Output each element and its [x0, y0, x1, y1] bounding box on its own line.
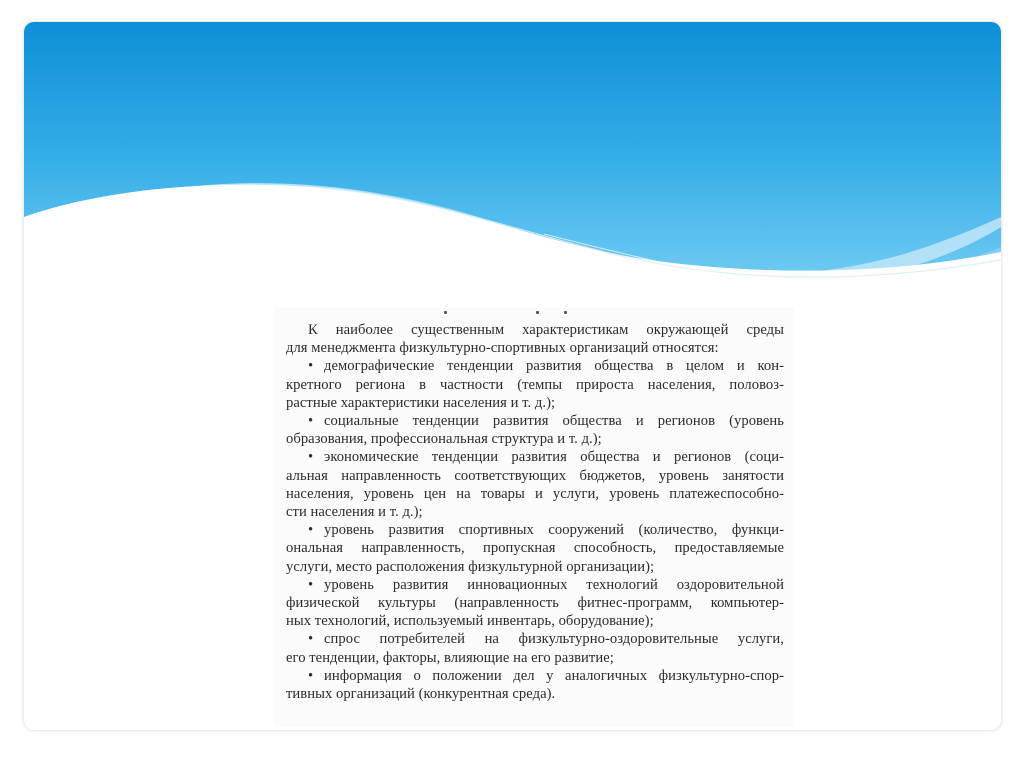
slide — [24, 22, 1001, 730]
intro-line: К наиболее существенным характеристикам окружающей среды — [308, 322, 784, 338]
list-item: • демографические тенденции развития общества в целом и кон- — [308, 358, 784, 375]
list-item-line: населения, уровень цен на товары и услуги, уровень платежеспособно- — [286, 485, 784, 502]
scan-top-marks — [418, 311, 618, 317]
bullet-icon: • — [308, 522, 314, 539]
list-item-line: тивных организаций (конкурентная среда). — [286, 686, 556, 703]
list-item: • экономические тенденции развития общества и регионов (соци- — [308, 449, 784, 466]
bullet-icon: • — [308, 358, 314, 375]
list-item: • уровень развития спортивных сооружений (количество, функци- — [308, 522, 784, 539]
bullet-icon: • — [308, 631, 314, 648]
bullet-icon: • — [308, 576, 314, 593]
bullet-icon: • — [308, 667, 314, 684]
bullet-icon: • — [308, 449, 314, 466]
list-item-line: ональная направленность, пропускная способность, предоставляемые — [286, 540, 784, 557]
list-item-line: сти населения и т. д.); — [286, 504, 423, 521]
list-item: • социальные тенденции развития общества и регионов (уровень — [308, 413, 784, 430]
intro-line: для менеджмента физкультурно-спортивных организаций относятся: — [286, 340, 719, 357]
document-text — [286, 321, 784, 703]
list-item: • информация о положении дел у аналогичных физкультурно-спор- — [308, 667, 784, 684]
list-item-line: услуги, место расположения физкультурной организации); — [286, 558, 655, 575]
list-item-line: растные характеристики населения и т. д.); — [286, 394, 556, 411]
scanned-page — [274, 307, 794, 727]
bullet-icon: • — [308, 413, 314, 430]
list-item-line: образования, профессиональная структура и т. д.); — [286, 431, 602, 448]
list-item: • уровень развития инновационных технологий оздоровительной — [308, 576, 784, 593]
list-item-line: ных технологий, используемый инвентарь, оборудование); — [286, 613, 654, 630]
list-item: • спрос потребителей на физкультурно-оздоровительные услуги, — [308, 631, 784, 648]
list-item-line: кретного региона в частности (темпы прироста населения, половоз- — [286, 376, 784, 393]
list-item-line: физической культуры (направленность фитнес-программ, компьютер- — [286, 595, 784, 612]
list-item-line: альная направленность соответствующих бюджетов, уровень занятости — [286, 467, 784, 484]
slide-header-wave — [24, 22, 1001, 322]
list-item-line: его тенденции, факторы, влияющие на его развитие; — [286, 649, 614, 666]
